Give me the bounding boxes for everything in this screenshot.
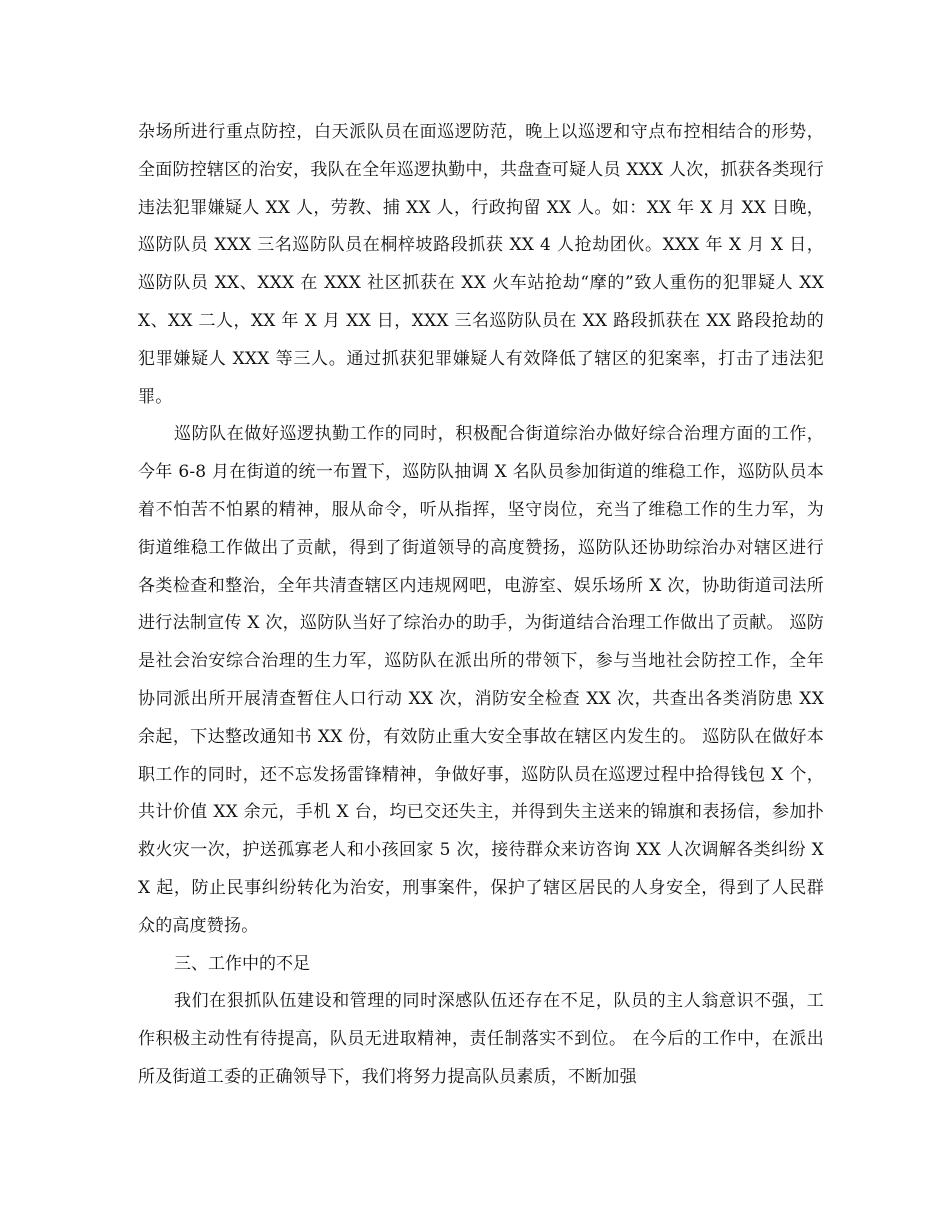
paragraph-cooperation-work: 巡防队在做好巡逻执勤工作的同时，积极配合街道综治办做好综合治理方面的工作，今年 6-8 月在街道的统一布置下，巡防队抽调 X 名队员参加街道的维稳工作，巡防队员本着不怕苦不怕累的精神，服从命令，听从指挥，坚守岗位，充当了维稳工作的生力军，为街道维稳工作做出了贡献，得到了街道领导的高度赞扬，巡防队还协助综治办对辖区进行各类检查和整治，全年共清查辖区内违规网吧，电游室、娱乐场所 X 次，协助街道司法所进行法制宣传 X 次，巡防队当好了综治办的助手，为街道结合治理工作做出了贡献。 巡防是社会治安综合治理的生力军，巡防队在派出所的带领下，参与当地社会防控工作，全年协同派出所开展清查暂住人口行动 XX 次，消防安全检查 XX 次，共查出各类消防患 XX 余起，下达整改通知书 XX 份，有效防止重大安全事故在辖区内发生的。 巡防队在做好本职工作的同时，还不忘发扬雷锋精神，争做好事，巡防队员在巡逻过程中拾得钱包 X 个，共计价值 XX 余元，手机 X 台，均已交还失主，并得到失主送来的锦旗和表扬信，参加扑救火灾一次，护送孤寡老人和小孩回家 5 次，接待群众来访咨询 XX 人次调解各类纠纷 XX 起，防止民事纠纷转化为治安，刑事案件，保护了辖区居民的人身安全，得到了人民群众的高度赞扬。	[138, 424, 824, 936]
document-body	[138, 114, 824, 1097]
paragraph-shortcomings: 我们在狠抓队伍建设和管理的同时深感队伍还存在不足，队员的主人翁意识不强，工作积极主动性有待提高，队员无进取精神，责任制落实不到位。 在今后的工作中，在派出所及街道工委的正确领导下，我们将努力提高队员素质，不断加强	[138, 991, 824, 1087]
paragraph-patrol-results: 杂场所进行重点防控，白天派队员在面巡逻防范，晚上以巡逻和守点布控相结合的形势，全面防控辖区的治安，我队在全年巡逻执勤中，共盘查可疑人员 XXX 人次，抓获各类现行违法犯罪嫌疑人 XX 人，劳教、捕 XX 人，行政拘留 XX 人。如：XX 年 X 月 XX 日晚，巡防队员 XXX 三名巡防队员在桐梓坡路段抓获 XX 4 人抢劫团伙。XXX 年 X 月 X 日，巡防队员 XX、XXX 在 XXX 社区抓获在 XX 火车站抢劫“摩的”致人重伤的犯罪疑人 XXX、XX 二人，XX 年 X 月 XX 日，XXX 三名巡防队员在 XX 路段抓获在 XX 路段抢劫的犯罪嫌疑人 XXX 等三人。通过抓获犯罪嫌疑人有效降低了辖区的犯案率，打击了违法犯罪。	[138, 122, 824, 407]
section-heading-shortcomings: 三、工作中的不足	[174, 953, 310, 974]
